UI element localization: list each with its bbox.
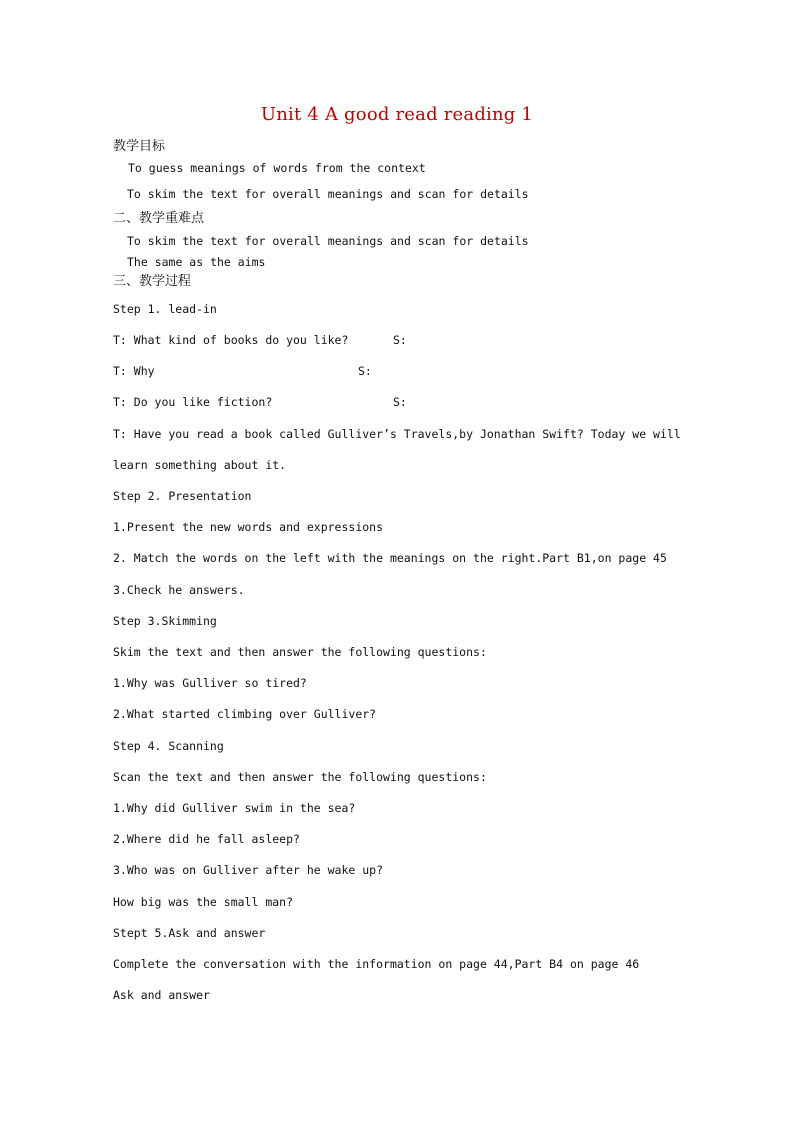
step4-question-4: How big was the small man? xyxy=(113,895,294,909)
step2-item-2: 2. Match the words on the left with the meanings on the right.Part B1,on page 45 xyxy=(113,551,667,565)
step3-question-2: 2.What started climbing over Gulliver? xyxy=(113,707,377,721)
step5-title: Stept 5.Ask and answer xyxy=(113,926,266,940)
step4-question-1: 1.Why did Gulliver swim in the sea? xyxy=(113,801,356,815)
step4-intro: Scan the text and then answer the following questions: xyxy=(113,770,487,784)
step3-intro: Skim the text and then answer the following questions: xyxy=(113,645,487,659)
aim-2: To skim the text for overall meanings and scan for details xyxy=(127,187,529,201)
step4-question-2: 2.Where did he fall asleep? xyxy=(113,832,300,846)
step4-question-3: 3.Who was on Gulliver after he wake up? xyxy=(113,863,384,877)
step1-question-3: T: Do you like fiction? xyxy=(113,395,273,409)
step1-question-4-continued: learn something about it. xyxy=(113,458,287,472)
step1-answer-3: S: xyxy=(393,395,407,409)
step2-item-3: 3.Check he answers. xyxy=(113,583,245,597)
step4-title: Step 4. Scanning xyxy=(113,739,224,753)
step3-title: Step 3.Skimming xyxy=(113,614,217,628)
step1-question-2: T: Why xyxy=(113,364,155,378)
step5-line-2: Ask and answer xyxy=(113,988,210,1002)
step1-answer-1: S: xyxy=(393,333,407,347)
step1-question-1: T: What kind of books do you like? xyxy=(113,333,349,347)
aims-heading: 教学目标 xyxy=(113,139,166,154)
process-heading: 三、教学过程 xyxy=(113,274,192,289)
step5-line-1: Complete the conversation with the information on page 44,Part B4 on page 46 xyxy=(113,957,640,971)
step2-item-1: 1.Present the new words and expressions xyxy=(113,520,384,534)
document-title: Unit 4 A good read reading 1 xyxy=(260,104,534,125)
aim-1: To guess meanings of words from the context xyxy=(128,161,426,175)
step1-question-4: T: Have you read a book called Gulliver’s Travels,by Jonathan Swift? Today we will xyxy=(113,427,681,441)
step1-title: Step 1. lead-in xyxy=(113,302,217,316)
key-points-heading: 二、教学重难点 xyxy=(113,211,205,226)
key-point-1: To skim the text for overall meanings and scan for details xyxy=(127,234,529,248)
step3-question-1: 1.Why was Gulliver so tired? xyxy=(113,676,307,690)
key-point-2: The same as the aims xyxy=(127,255,266,269)
step1-answer-2: S: xyxy=(358,364,372,378)
step2-title: Step 2. Presentation xyxy=(113,489,252,503)
